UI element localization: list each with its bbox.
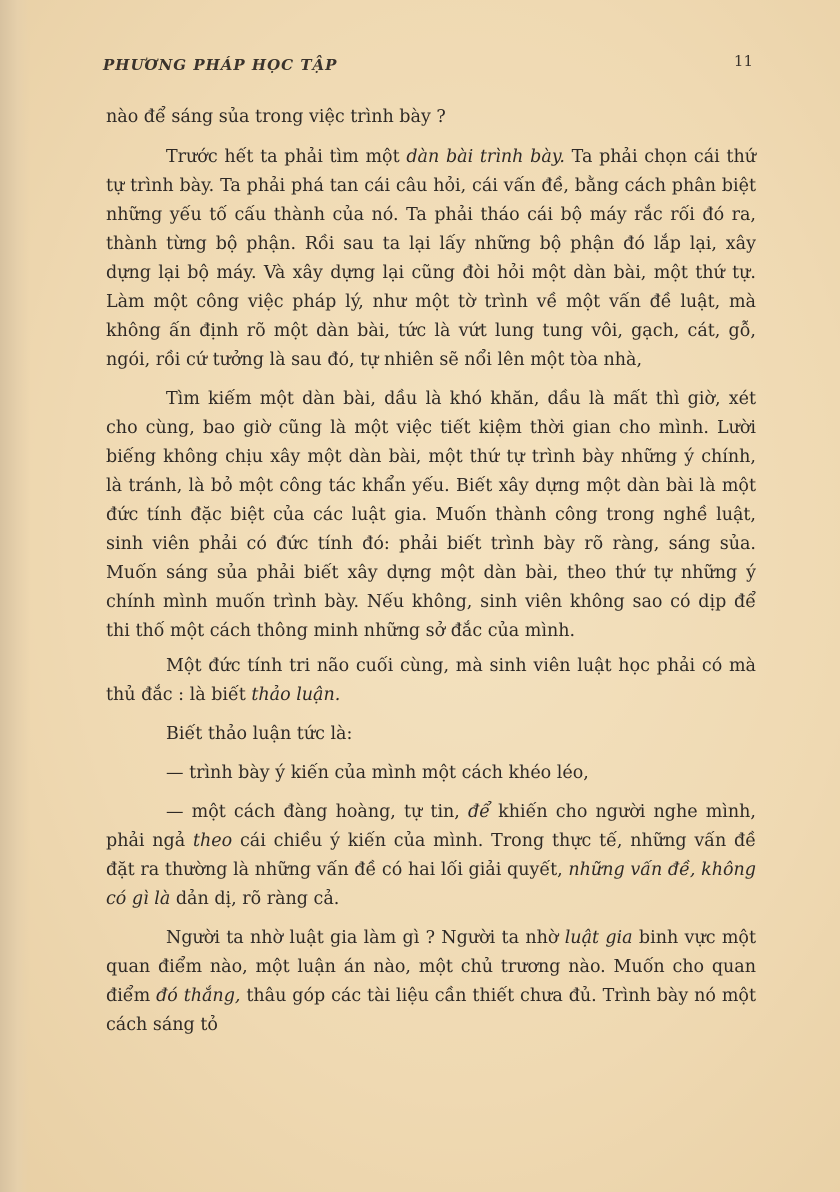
emphasis-text: đó thắng, (156, 986, 241, 1006)
list-item-dash (106, 759, 756, 788)
paragraph-text: thâu góp các tài liệu cần thiết chưa đủ. Trình bày nó một cách sáng tỏ (106, 986, 756, 1035)
paragraph-text: nào để sáng sủa trong việc trình bày ? (106, 107, 446, 127)
running-title: PHƯƠNG PHÁP HỌC TẬP (103, 56, 338, 74)
emphasis-text: những vấn đề, không có gì là (106, 860, 756, 909)
paragraph-text: khiến cho người nghe mình, phải ngả (106, 802, 756, 851)
paragraph-continuation (106, 103, 756, 132)
paragraph-text: cái chiều ý kiến của mình. Trong thực tế, những vấn đề đặt ra thường là những vấn đề có hai lối giải quyết, (106, 831, 756, 880)
emphasis-text: theo (192, 831, 233, 851)
paragraph-text: Tìm kiếm một dàn bài, dầu là khó khăn, dầu là mất thì giờ, xét cho cùng, bao giờ cũng là một việc tiết kiệm thời gian cho mình. Lười biếng không chịu xây một dàn bài, một thứ tự trình bày những ý chính, là tránh, là bỏ một công tác khẩn yếu. Biết xây dựng một dàn bài là một đức tính đặc biệt của các luật gia. Muốn thành công trong nghề luật, sinh viên phải có đức tính đó: phải biết trình bày rõ ràng, sáng sủa. Muốn sáng sủa phải biết xây dựng một dàn bài, theo thứ tự những ý chính mình muốn trình bày. Nếu không, sinh viên không sao có dịp để thi thố một cách thông minh những sở đắc của mình. (106, 389, 756, 641)
page-number: 11 (733, 52, 753, 70)
paragraph-text: dản dị, rõ ràng cả. (170, 889, 340, 909)
paragraph-text: Một đức tính tri não cuối cùng, mà sinh viên luật học phải có mà thủ đắc : là biết (106, 656, 756, 705)
paragraph-debate (106, 652, 756, 710)
paragraph-text: binh vực một quan điểm nào, một luận án nào, một chủ trương nào. Muốn cho quan điểm (106, 928, 756, 1006)
page-header (103, 52, 753, 82)
paragraph-outline (106, 143, 756, 375)
emphasis-text: luật gia (564, 928, 633, 948)
paragraph-finding-outline (106, 385, 756, 646)
emphasis-text: để (468, 802, 490, 822)
list-item-dash (106, 798, 756, 914)
paragraph-debate-definition (106, 720, 756, 749)
paragraph-text: Người ta nhờ luật gia làm gì ? Người ta nhờ (166, 928, 565, 948)
emphasis-text: dàn bài trình bày. (406, 147, 565, 167)
paragraph-text: — một cách đàng hoàng, tự tin, (166, 802, 468, 822)
paragraph-text: Ta phải chọn cái thứ tự trình bày. Ta phải phá tan cái câu hỏi, cái vấn đề, bằng cách phân biệt những yếu tố cấu thành của nó. Ta phải tháo cái bộ máy rắc rối đó ra, thành từng bộ phận. Rồi sau ta lại lấy những bộ phận đó lắp lại, xây dựng lại bộ máy. Và xây dựng lại cũng đòi hỏi một dàn bài, một thứ tự. Làm một công việc pháp lý, như một tờ trình về một vấn đề luật, mà không ấn định rõ một dàn bài, tức là vứt lung tung vôi, gạch, cát, gỗ, ngói, rồi cứ tưởng là sau đó, tự nhiên sẽ nổi lên một tòa nhà, (106, 147, 757, 370)
body-text (106, 103, 756, 1040)
page-spine-shadow (0, 0, 30, 1192)
paragraph-text: — trình bày ý kiến của mình một cách khéo léo, (166, 763, 589, 783)
emphasis-text: thảo luận. (251, 685, 341, 705)
paragraph-text: Trước hết ta phải tìm một (166, 147, 407, 167)
paragraph-text: Biết thảo luận tức là: (166, 724, 353, 744)
paragraph-lawyer-role (106, 924, 756, 1040)
